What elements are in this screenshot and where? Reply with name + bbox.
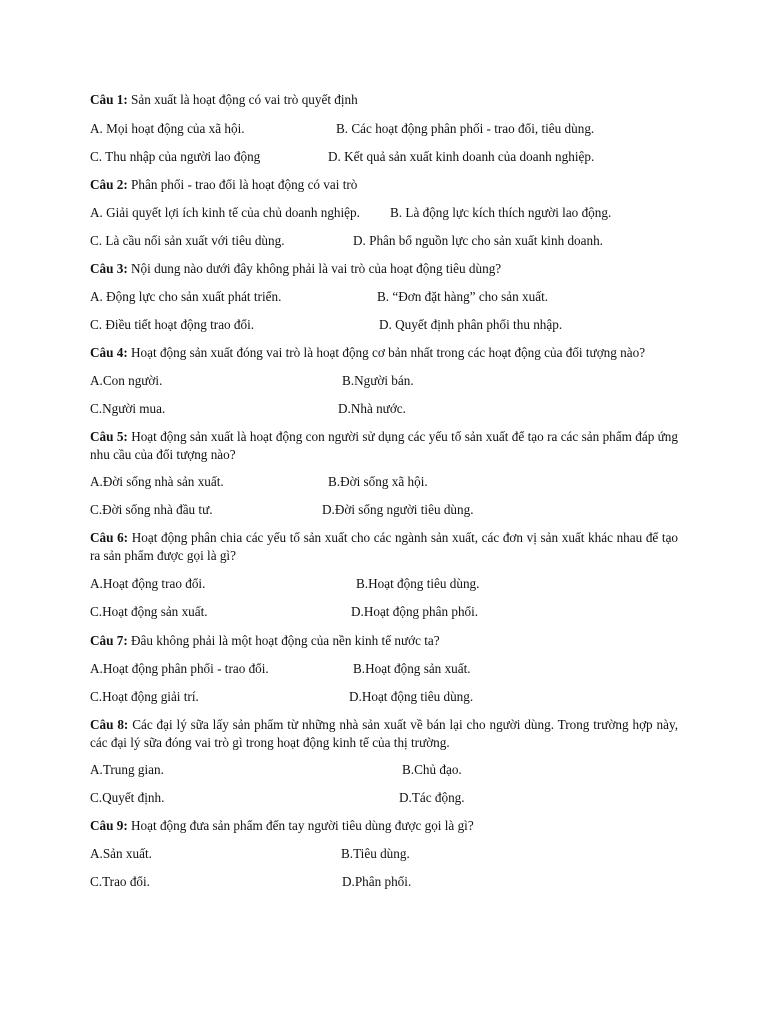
question-text: Hoạt động đưa sản phẩm đến tay người tiêu dùng được gọi là gì? [131, 818, 474, 833]
option-d: D. Quyết định phân phối thu nhập. [379, 317, 563, 332]
question-number: Câu 6: [90, 530, 129, 545]
question-number: Câu 5: [90, 429, 128, 444]
option-d: D.Đời sống người tiêu dùng. [322, 502, 474, 517]
question-8 [90, 716, 678, 752]
option-c: C.Trao đổi. [90, 874, 150, 889]
question-1 [90, 92, 358, 108]
option-d: D. Phân bổ nguồn lực cho sản xuất kinh doanh. [353, 233, 603, 248]
question-2 [90, 177, 357, 193]
question-text: Nội dung nào dưới đây không phải là vai trò của hoạt động tiêu dùng? [131, 261, 502, 276]
question-text: Các đại lý sữa lấy sản phẩm từ những nhà sản xuất về bán lại cho người dùng. Trong trường hợp này, các đại lý sữa đóng vai trò gì trong hoạt động kinh tế của thị trường. [90, 717, 678, 750]
question-4 [90, 345, 645, 361]
question-number: Câu 7: [90, 633, 128, 648]
option-c: C. Là cầu nối sản xuất với tiêu dùng. [90, 233, 285, 248]
option-a: A.Hoạt động phân phối - trao đổi. [90, 661, 269, 676]
option-b: B.Người bán. [342, 373, 414, 388]
option-d: D.Hoạt động phân phối. [351, 604, 479, 619]
question-text: Hoạt động sản xuất đóng vai trò là hoạt động cơ bản nhất trong các hoạt động của đối tượng nào? [131, 345, 646, 360]
option-b: B.Tiêu dùng. [341, 846, 410, 861]
question-text: Hoạt động sản xuất là hoạt động con người sử dụng các yếu tố sản xuất để tạo ra các sản phẩm đáp ứng nhu cầu của đối tượng nào? [90, 429, 678, 462]
question-7 [90, 633, 440, 649]
option-c: C.Hoạt động sản xuất. [90, 604, 208, 619]
option-b: B.Hoạt động tiêu dùng. [356, 576, 480, 591]
option-b: B. Các hoạt động phân phối - trao đổi, tiêu dùng. [336, 121, 595, 136]
option-a: A.Con người. [90, 373, 163, 388]
option-b: B.Chủ đạo. [402, 762, 462, 777]
question-9 [90, 818, 474, 834]
option-d: D.Nhà nước. [338, 401, 406, 416]
option-d: D.Hoạt động tiêu dùng. [349, 689, 474, 704]
question-5 [90, 428, 678, 464]
option-b: B. Là động lực kích thích người lao động. [390, 205, 612, 220]
option-d: D. Kết quả sản xuất kinh doanh của doanh nghiệp. [328, 149, 595, 164]
option-d: D.Tác động. [399, 790, 465, 805]
option-c: C.Quyết định. [90, 790, 165, 805]
question-number: Câu 9: [90, 818, 128, 833]
question-6 [90, 529, 678, 565]
option-c: C. Điều tiết hoạt động trao đổi. [90, 317, 255, 332]
option-a: A. Động lực cho sản xuất phát triển. [90, 289, 282, 304]
question-number: Câu 3: [90, 261, 128, 276]
option-a: A. Mọi hoạt động của xã hội. [90, 121, 245, 136]
question-number: Câu 2: [90, 177, 128, 192]
option-b: B. “Đơn đặt hàng” cho sản xuất. [377, 289, 549, 304]
option-d: D.Phân phối. [342, 874, 412, 889]
option-a: A.Đời sống nhà sản xuất. [90, 474, 224, 489]
question-number: Câu 8: [90, 717, 129, 732]
option-c: C.Người mua. [90, 401, 166, 416]
question-number: Câu 4: [90, 345, 128, 360]
option-c: C.Hoạt động giải trí. [90, 689, 199, 704]
question-text: Phân phối - trao đổi là hoạt động có vai trò [131, 177, 358, 192]
option-b: B.Đời sống xã hội. [328, 474, 428, 489]
question-number: Câu 1: [90, 92, 128, 107]
option-a: A. Giải quyết lợi ích kinh tế của chủ doanh nghiệp. [90, 205, 360, 220]
option-c: C. Thu nhập của người lao động [90, 149, 261, 164]
option-a: A.Hoạt động trao đổi. [90, 576, 206, 591]
option-a: A.Sản xuất. [90, 846, 152, 861]
option-c: C.Đời sống nhà đầu tư. [90, 502, 213, 517]
question-text: Sản xuất là hoạt động có vai trò quyết định [131, 92, 358, 107]
question-3 [90, 261, 501, 277]
option-b: B.Hoạt động sản xuất. [353, 661, 471, 676]
question-text: Hoạt động phân chia các yếu tố sản xuất cho các ngành sản xuất, các đơn vị sản xuất khác nhau để tạo ra sản phẩm được gọi là gì? [90, 530, 679, 563]
option-a: A.Trung gian. [90, 762, 164, 777]
question-text: Đâu không phải là một hoạt động của nền kinh tế nước ta? [131, 633, 440, 648]
